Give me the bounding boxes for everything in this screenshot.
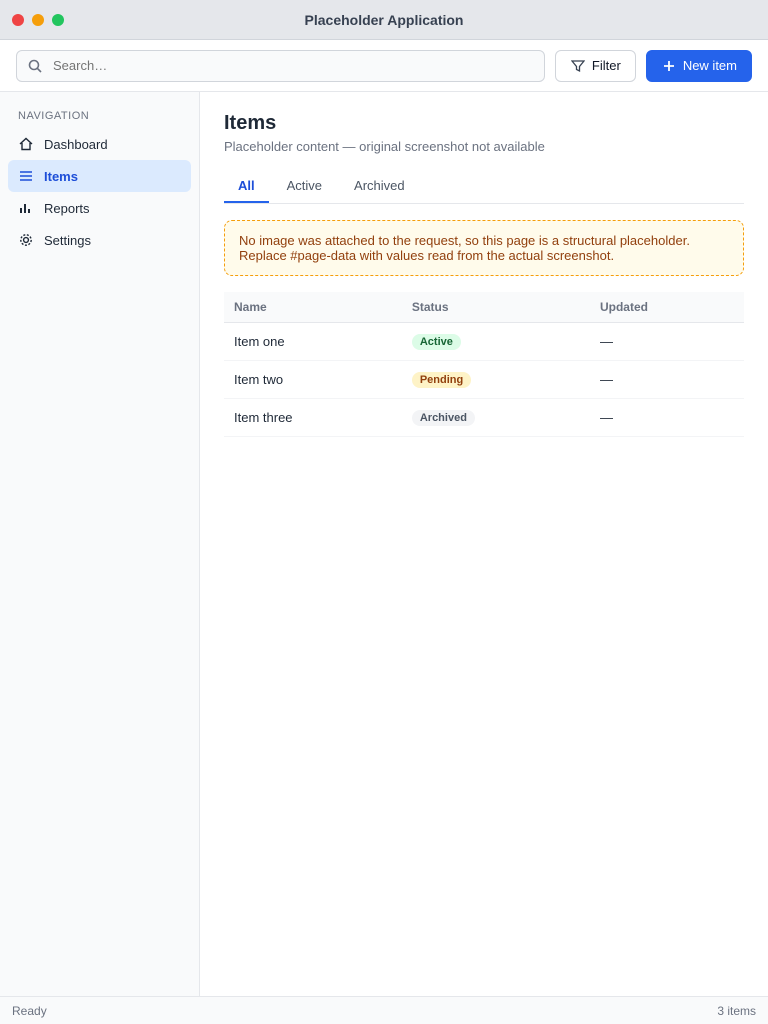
list-icon [18, 168, 34, 184]
table-row[interactable] [224, 323, 744, 361]
title-bar [0, 0, 768, 40]
placeholder-notice: No image was attached to the request, so this page is a structural placeholder. Replace #page-data with values read from the actual screenshot. [224, 220, 744, 276]
plus-icon [661, 58, 677, 74]
content-area [0, 92, 768, 996]
cell-name: Item three [224, 399, 402, 437]
items-table [224, 292, 744, 437]
sidebar-item-label: Items [44, 168, 78, 184]
cell-updated: — [590, 399, 744, 437]
window-title: Placeholder Application [304, 11, 464, 28]
status-badge: Active [412, 334, 461, 350]
sidebar-heading: NAVIGATION [18, 110, 90, 122]
search-icon [27, 58, 43, 74]
cell-updated: — [590, 361, 744, 399]
table-header-row [224, 292, 744, 323]
new-item-button[interactable] [646, 50, 752, 82]
tab-active[interactable]: Active [286, 178, 323, 193]
cell-name: Item two [224, 361, 402, 399]
filter-button-label: Filter [591, 58, 621, 73]
window-controls [12, 14, 64, 26]
gear-icon [18, 232, 34, 248]
maximize-window-button[interactable] [52, 14, 64, 26]
item-count: 3 items [717, 1003, 756, 1018]
minimize-window-button[interactable] [32, 14, 44, 26]
page-subtitle: Placeholder content — original screenshot not available [224, 139, 545, 154]
sidebar-item-label: Settings [44, 232, 91, 248]
new-item-button-label: New item [682, 58, 737, 73]
close-window-button[interactable] [12, 14, 24, 26]
status-badge: Pending [412, 372, 471, 388]
status-badge: Archived [412, 410, 475, 426]
column-header-name[interactable]: Name [224, 292, 402, 323]
cell-name: Item one [224, 323, 402, 361]
status-bar [0, 996, 768, 1024]
tab-all[interactable]: All [224, 170, 269, 203]
sidebar-item-items[interactable] [8, 160, 191, 192]
main-panel [200, 92, 768, 996]
column-header-updated[interactable]: Updated [590, 292, 744, 323]
tab-bar [224, 170, 744, 204]
cell-updated: — [590, 323, 744, 361]
status-text: Ready [12, 1003, 47, 1018]
search-box[interactable] [16, 50, 545, 82]
column-header-status[interactable]: Status [402, 292, 590, 323]
page-title: Items [224, 112, 277, 134]
chart-icon [18, 200, 34, 216]
search-input[interactable] [51, 57, 534, 74]
sidebar-item-label: Dashboard [44, 136, 108, 152]
table-row[interactable] [224, 361, 744, 399]
sidebar [0, 92, 200, 996]
sidebar-item-reports[interactable] [8, 192, 191, 224]
table-row[interactable] [224, 399, 744, 437]
filter-button[interactable] [555, 50, 636, 82]
toolbar [0, 40, 768, 92]
sidebar-item-label: Reports [44, 200, 90, 216]
home-icon [18, 136, 34, 152]
sidebar-item-dashboard[interactable] [8, 128, 191, 160]
filter-icon [570, 58, 586, 74]
tab-archived[interactable]: Archived [354, 178, 405, 193]
sidebar-item-settings[interactable] [8, 224, 191, 256]
